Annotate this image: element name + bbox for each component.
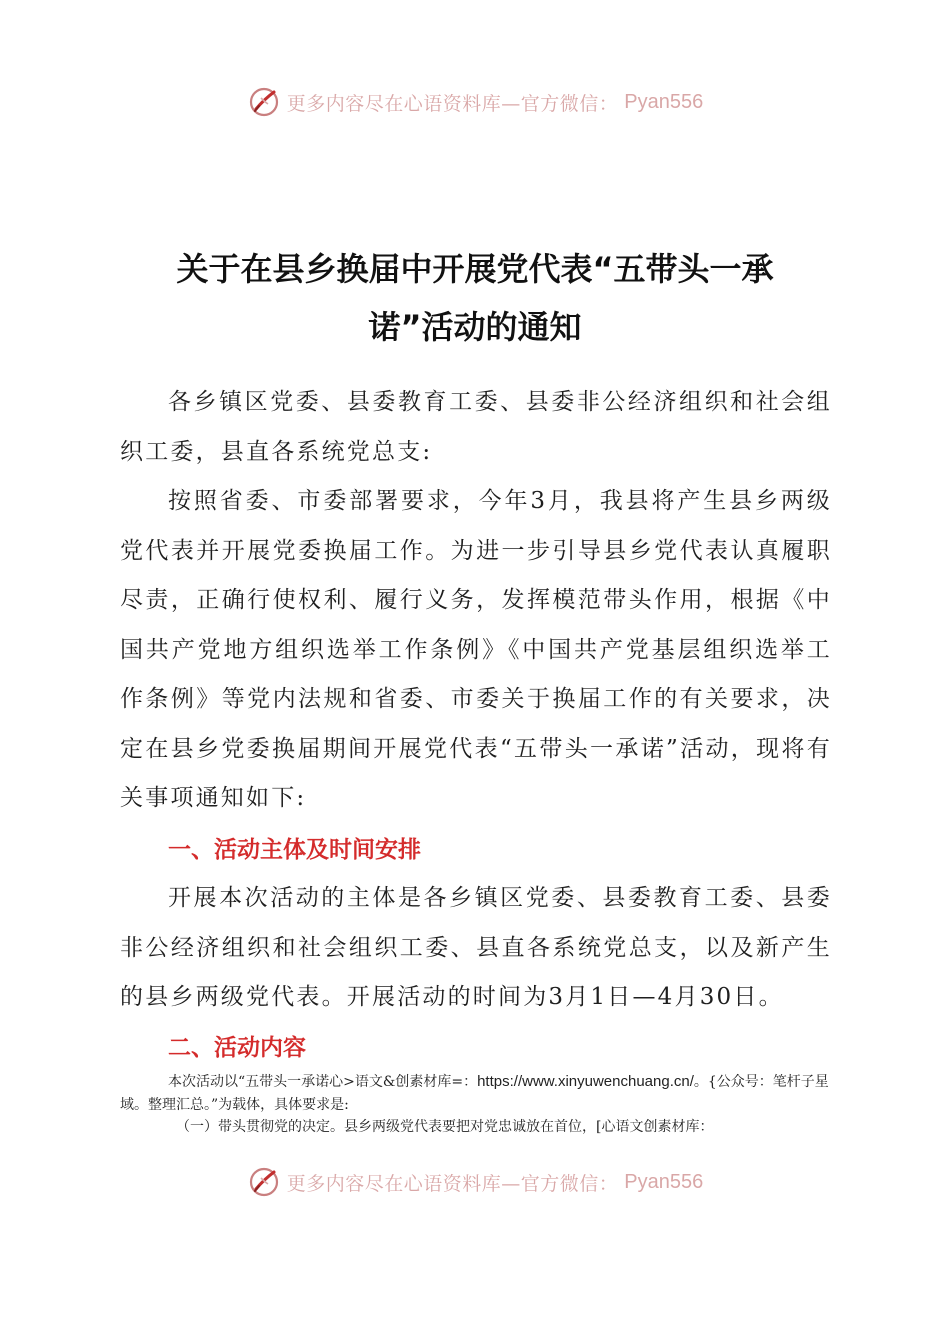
pen-logo-icon (247, 1165, 281, 1199)
addressee-paragraph: 各乡镇区党委、县委教育工委、县委非公经济组织和社会组织工委，县直各系统党总支: (120, 389, 832, 465)
source-url-link[interactable]: https://www.xinyuwenchuang.cn/ (477, 1073, 694, 1090)
banner-wechat-id: Pyan556 (624, 90, 704, 113)
intro-paragraph: 按照省委、市委部署要求，今年3月，我县将产生县乡两级党代表并开展党委换届工作。为进一步引导县乡党代表认真履职尽责，正确行使权利、履行义务，发挥模范带头作用，根据《中国共产党地方组织选举工作条例》《中国共产党基层组织选举工作条例》等党内法规和省委、市委关于换届工作的有关要求，决定在县乡党委换届期间开展党代表“五带头一承诺”活动，现将有关事项通知如下: (120, 488, 832, 811)
header-watermark-banner (0, 82, 950, 122)
activity-item-1: （一）带头贯彻党的决定。县乡两级党代表要把对党忠诚放在首位，[心语文创素材库： (176, 1119, 714, 1135)
section-1-paragraph: 开展本次活动的主体是各乡镇区党委、县委教育工委、县委非公经济组织和社会组织工委、县直各系统党总支，以及新产生的县乡两级党代表。开展活动的时间为3月1日—4月30日。 (120, 885, 832, 1010)
section-heading-2: 二、活动内容 (168, 1035, 306, 1061)
document-title (120, 240, 830, 356)
banner-text: 更多内容尽在心语资料库—官方微信： (286, 92, 619, 115)
banner-text: 更多内容尽在心语资料库—官方微信： (286, 1172, 619, 1195)
activity-content-text-end: 。{公众号：笔杆子星域。整理汇总。”为载体，具体要求是: (120, 1074, 829, 1113)
activity-content-paragraph (120, 1070, 832, 1117)
footer-watermark-banner (0, 1162, 950, 1202)
activity-content-text-start: 本次活动以“五带头一承诺心>语文&创素材库=： (168, 1074, 478, 1090)
section-heading-1: 一、活动主体及时间安排 (168, 837, 421, 863)
banner-wechat-id: Pyan556 (624, 1170, 704, 1193)
title-line-1: 关于在县乡换届中开展党代表“五带头一承 (176, 250, 774, 288)
pen-logo-icon (247, 85, 281, 119)
title-line-2: 诺”活动的通知 (368, 308, 582, 346)
